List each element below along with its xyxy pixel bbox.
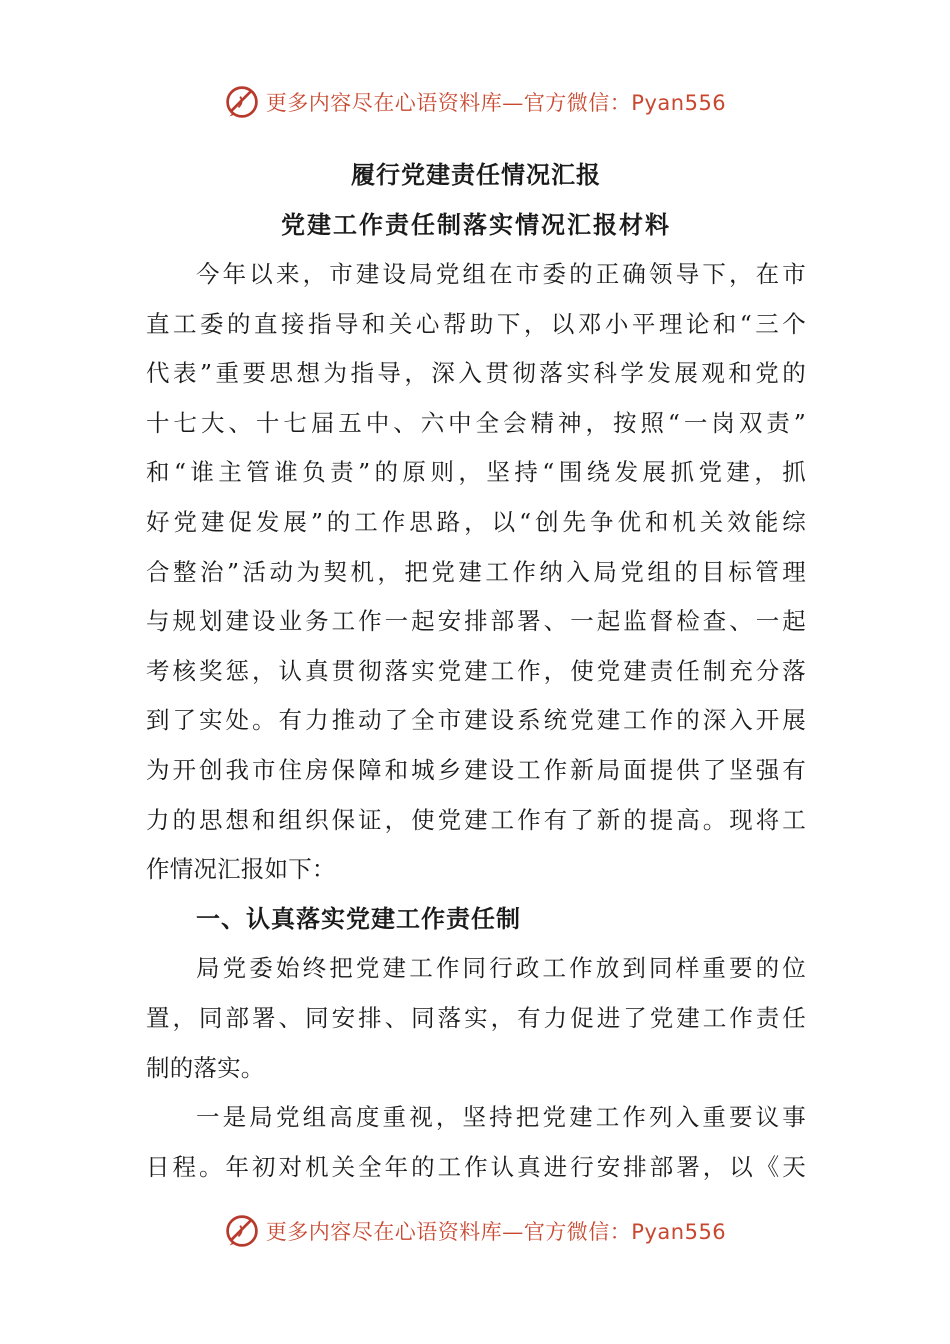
paragraph-line: 一是局党组高度重视，坚持把党建工作列入重要议事	[196, 1103, 806, 1132]
paragraph-line: 力的思想和组织保证，使党建工作有了新的提高。现将工	[146, 805, 806, 834]
paragraph-line: 与规划建设业务工作一起安排部署、一起监督检查、一起	[146, 607, 806, 636]
paragraph-line: 到了实处。有力推动了全市建设系统党建工作的深入开展	[146, 706, 806, 735]
paragraph-line: 制的落实。	[146, 1053, 265, 1082]
section-heading: 一、认真落实党建工作责任制	[196, 904, 521, 933]
paragraph-line: 合整治”活动为契机，把党建工作纳入局党组的目标管理	[146, 557, 806, 586]
paragraph-line: 直工委的直接指导和关心帮助下，以邓小平理论和“三个	[146, 309, 806, 338]
paragraph-line: 十七大、十七届五中、六中全会精神，按照“一岗双责”	[146, 408, 806, 437]
paragraph-line: 日程。年初对机关全年的工作认真进行安排部署，以《天	[146, 1152, 806, 1181]
paragraph-line: 局党委始终把党建工作同行政工作放到同样重要的位	[196, 954, 806, 983]
watermark-text-left: 更多内容尽在心语资料库—	[265, 1220, 524, 1244]
watermark-top	[0, 82, 950, 122]
pen-logo-icon	[224, 84, 260, 120]
paragraph-line: 考核奖惩，认真贯彻落实党建工作，使党建责任制充分落	[146, 656, 806, 685]
pen-logo-icon	[224, 1213, 260, 1249]
watermark-bottom	[0, 1211, 950, 1251]
paragraph-line: 代表”重要思想为指导，深入贯彻落实科学发展观和党的	[146, 359, 806, 388]
paragraph-line: 为开创我市住房保障和城乡建设工作新局面提供了坚强有	[146, 755, 806, 784]
paragraph-line: 作情况汇报如下：	[146, 855, 336, 884]
paragraph-line: 好党建促发展”的工作思路，以“创先争优和机关效能综	[146, 507, 806, 536]
document-subtitle: 党建工作责任制落实情况汇报材料	[281, 211, 671, 239]
watermark-text-right: 官方微信：Pyan556	[523, 1220, 727, 1244]
watermark-text-right: 官方微信：Pyan556	[523, 91, 727, 115]
document-title: 履行党建责任情况汇报	[351, 161, 601, 189]
document-body	[146, 150, 806, 1192]
paragraph-line: 今年以来，市建设局党组在市委的正确领导下，在市	[196, 260, 806, 288]
paragraph-line: 和“谁主管谁负责”的原则，坚持“围绕发展抓党建，抓	[146, 458, 806, 487]
paragraph-line: 置，同部署、同安排、同落实，有力促进了党建工作责任	[146, 1003, 806, 1032]
watermark-text-left: 更多内容尽在心语资料库—	[265, 91, 524, 115]
